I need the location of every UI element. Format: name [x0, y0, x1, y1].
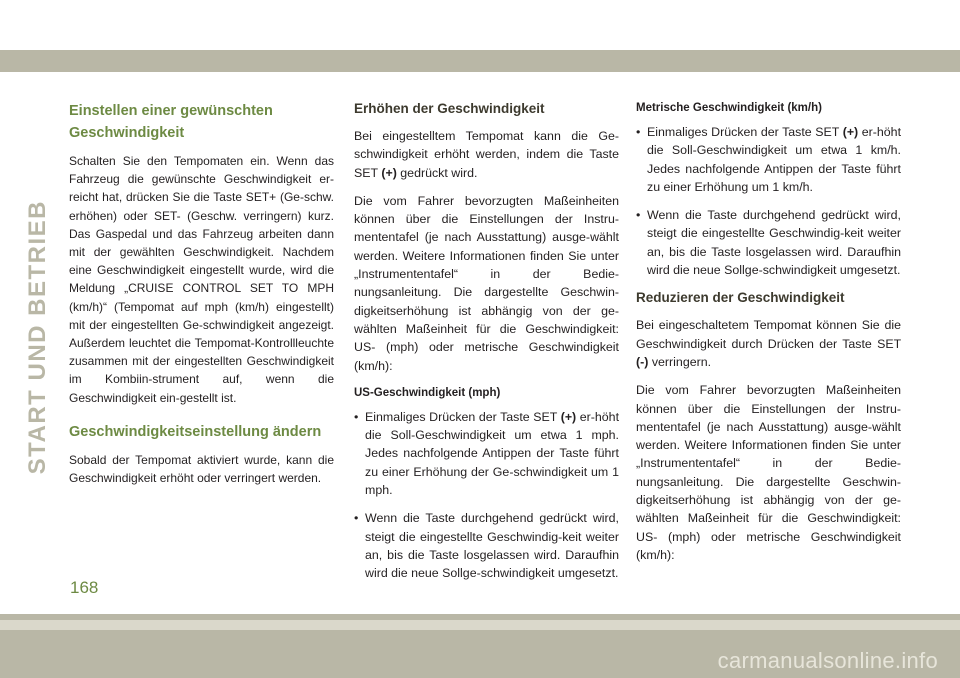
column-1 — [69, 100, 334, 497]
subheading-metric-speed: Metrische Geschwindigkeit (km/h) — [636, 102, 822, 114]
text-fragment: Einmaliges Drücken der Taste SET — [647, 125, 840, 139]
heading-change-speed: Geschwindigkeitseinstellung ändern — [69, 423, 322, 440]
paragraph-units-info: Die vom Fahrer bevorzugten Maßeinheiten können über die Einstellungen der Instru-mententafel (je nach Ausstattung) ausge-wählt werden. Weitere Informationen finden Sie unter „Instrumententafel“ in der Bedie-nungsanleitung. Die dargestellte Geschwin-digkeitserhöhung ist abhängig von der ge-wählten Maßeinheit für die Geschwindigkeit: US- (mph) oder metrische Geschwindigkeit (km/h): — [636, 383, 901, 562]
paragraph-units-info: Die vom Fahrer bevorzugten Maßeinheiten können über die Einstellungen der Instru-mententafel (je nach Ausstattung) ausge-wählt werden. Weitere Informationen finden Sie unter „Instrumententafel“ in der Bedie-nungsanleitung. Die dargestellte Geschwin-digkeitserhöhung ist abhängig von der ge-wählten Maßeinheit für die Geschwindigkeit: US- (mph) oder metrische Geschwindigkeit (km/h): — [354, 193, 619, 373]
set-minus-label: (-) — [636, 354, 649, 369]
text-fragment: Einmaliges Drücken der Taste SET — [365, 409, 558, 424]
list-item — [354, 408, 619, 499]
section-side-label-text: START UND BETRIEB — [24, 200, 51, 475]
text-fragment: er-höht die Soll-Geschwindigkeit um etwa 1 km/h. Jedes nachfolgende Antippen der Taste führt zu einer Erhöhung um 1 km/h. — [647, 125, 902, 194]
bullet-icon: • — [354, 409, 359, 424]
text-fragment: Wenn die Taste durchgehend gedrückt wird, steigt die eingestellte Geschwindig-keit weiter an, bis die Taste losgelassen wird. Daraufhin wird die neue Sollge-schwindigkeit umgesetzt. — [365, 511, 619, 581]
paragraph-reduce-intro — [636, 316, 901, 371]
us-speed-list — [354, 408, 619, 583]
column-2 — [354, 100, 619, 593]
text-fragment: verringern. — [651, 354, 712, 369]
paragraph-set-speed: Schalten Sie den Tempomaten ein. Wenn das Fahrzeug die gewünschte Geschwindigkeit er-reicht hat, drücken Sie die Taste SET+ (Ge-schw. erhöhen) oder SET- (Geschw. verringern) kurz. Das Gaspedal und das Fahrzeug arbeiten dann mit der gewählten Geschwindigkeit. Nachdem eine Geschwindigkeit eingestellt wurde, wird die Meldung „CRUISE CONTROL SET TO MPH (km/h)“ (Tempomat auf mph (km/h) eingestellt) mit der eingestellten Ge-schwindigkeit angezeigt. Außerdem leuchtet die Tempomat-Kontrollleuchte zusammen mit der eingestellten Geschwindigkeit im Kombiin-strument auf, wenn die Geschwindigkeit ein-gestellt ist. — [69, 154, 334, 405]
bullet-icon: • — [636, 125, 641, 139]
text-fragment: Bei eingeschaltetem Tempomat können Sie die Geschwindigkeit durch Drücken der Taste SET — [636, 318, 901, 351]
set-plus-label: (+) — [560, 409, 577, 424]
top-band — [0, 0, 960, 62]
text-fragment: er-höht die Soll-Geschwindigkeit um etwa 1 mph. Jedes nachfolgende Antippen der Taste führt zu einer Erhöhung der Ge-schwindigkeit um 1 mph. — [365, 409, 620, 498]
metric-speed-list — [636, 123, 901, 279]
paragraph-change-speed: Sobald der Tempomat aktiviert wurde, kann die Geschwindigkeit erhöht oder verringert werden. — [69, 452, 334, 486]
column-3 — [636, 100, 901, 574]
set-plus-label: (+) — [842, 125, 859, 139]
text-fragment: Wenn die Taste durchgehend gedrückt wird, steigt die eingestellte Geschwindig-keit weiter an, bis die Taste losgelassen wird. Daraufhin wird die neue Sollge-schwindigkeit umgesetzt. — [647, 208, 901, 278]
heading-set-speed: Einstellen einer gewünschten Geschwindigkeit — [69, 103, 273, 141]
bullet-icon: • — [354, 511, 359, 526]
bullet-icon: • — [636, 208, 641, 223]
text-fragment: gedrückt wird. — [400, 165, 478, 180]
text-fragment: Bei eingestelltem Tempomat kann die Ge-schwindigkeit erhöht werden, indem die Taste SET — [354, 129, 619, 180]
paragraph-increase-intro — [354, 127, 619, 182]
bottom-band-highlight — [0, 620, 960, 630]
heading-reduce-speed: Reduzieren der Geschwindigkeit — [636, 290, 845, 306]
section-side-label — [24, 200, 52, 474]
subheading-us-speed: US-Geschwindigkeit (mph) — [354, 386, 501, 399]
list-item — [354, 509, 619, 582]
watermark: carmanualsonline.info — [717, 648, 938, 673]
page-number: 168 — [70, 578, 99, 597]
top-stripe — [0, 50, 960, 72]
set-plus-label: (+) — [381, 165, 397, 180]
list-item — [636, 123, 901, 196]
list-item — [636, 206, 901, 279]
heading-increase-speed: Erhöhen der Geschwindigkeit — [354, 101, 545, 116]
